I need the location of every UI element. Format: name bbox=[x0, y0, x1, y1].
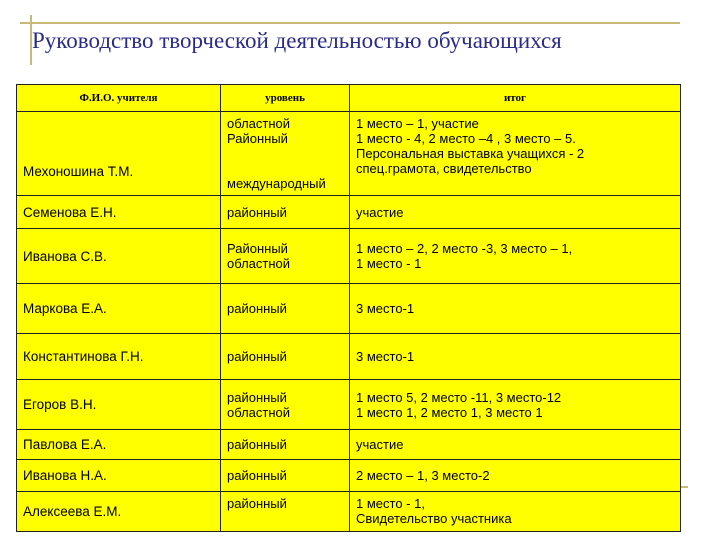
header-teacher-name: Ф.И.О. учителя bbox=[17, 85, 221, 112]
teacher-name-cell: Семенова Е.Н. bbox=[17, 196, 221, 229]
result-cell: участие bbox=[350, 430, 681, 460]
teacher-name-cell: Иванова Н.А. bbox=[17, 460, 221, 492]
level-cell: районный bbox=[221, 460, 350, 492]
header-level: уровень bbox=[221, 85, 350, 112]
header-result: итог bbox=[350, 85, 681, 112]
table-row bbox=[17, 229, 681, 284]
teacher-name-cell: Алексеева Е.М. bbox=[17, 492, 221, 532]
teacher-name-cell: Павлова Е.А. bbox=[17, 430, 221, 460]
result-cell: 1 место - 1, Свидетельство участника bbox=[350, 492, 681, 532]
result-cell: 3 место-1 bbox=[350, 334, 681, 380]
teacher-results-table bbox=[16, 84, 681, 532]
level-cell: районный bbox=[221, 196, 350, 229]
table-row bbox=[17, 380, 681, 430]
teacher-name-cell: Мехоношина Т.М. bbox=[17, 112, 221, 196]
table-row bbox=[17, 460, 681, 492]
table-header-row bbox=[17, 85, 681, 112]
result-cell: 2 место – 1, 3 место-2 bbox=[350, 460, 681, 492]
table-row bbox=[17, 492, 681, 532]
level-cell: районный bbox=[221, 284, 350, 334]
decorative-horizontal-line bbox=[20, 22, 680, 24]
level-cell: районный bbox=[221, 334, 350, 380]
table-row bbox=[17, 430, 681, 460]
table-row bbox=[17, 196, 681, 229]
teacher-name-cell: Егоров В.Н. bbox=[17, 380, 221, 430]
level-cell: районный bbox=[221, 492, 350, 532]
table-row bbox=[17, 112, 681, 196]
result-cell: участие bbox=[350, 196, 681, 229]
result-cell: 1 место – 1, участие 1 место - 4, 2 место –4 , 3 место – 5. Персональная выставка учащихся - 2 спец.грамота, свидетельство bbox=[350, 112, 681, 196]
table-row bbox=[17, 284, 681, 334]
table-row bbox=[17, 334, 681, 380]
result-cell: 1 место 5, 2 место -11, 3 место-12 1 место 1, 2 место 1, 3 место 1 bbox=[350, 380, 681, 430]
level-cell: областной Районный международный bbox=[221, 112, 350, 196]
result-cell: 1 место – 2, 2 место -3, 3 место – 1, 1 место - 1 bbox=[350, 229, 681, 284]
result-cell: 3 место-1 bbox=[350, 284, 681, 334]
teacher-name-cell: Иванова С.В. bbox=[17, 229, 221, 284]
teacher-name-cell: Константинова Г.Н. bbox=[17, 334, 221, 380]
level-cell: Районный областной bbox=[221, 229, 350, 284]
teacher-name-cell: Маркова Е.А. bbox=[17, 284, 221, 334]
level-cell: районный областной bbox=[221, 380, 350, 430]
page-title: Руководство творческой деятельностью обучающихся bbox=[32, 28, 562, 53]
level-cell: районный bbox=[221, 430, 350, 460]
